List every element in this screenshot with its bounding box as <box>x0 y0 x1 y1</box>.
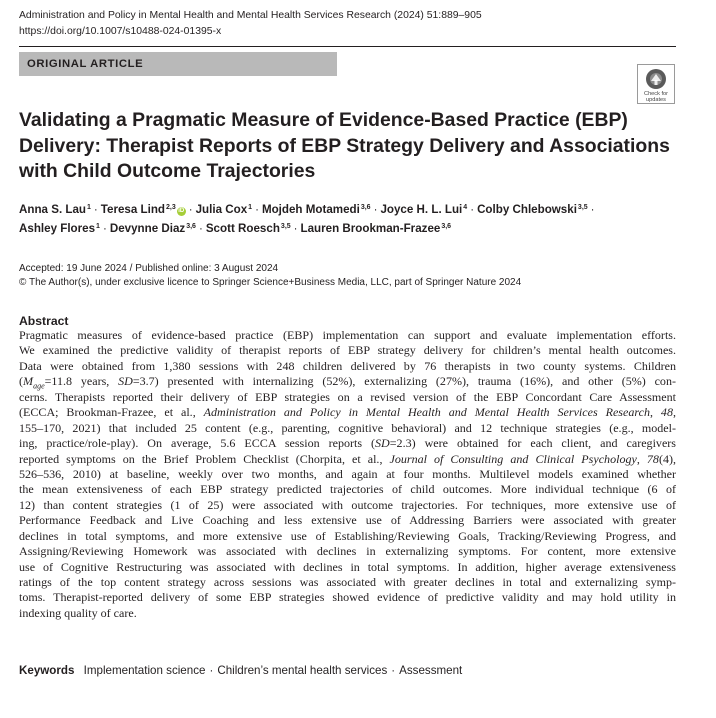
keywords <box>19 663 679 679</box>
copyright-notice: © The Author(s), under exclusive licence to Springer Science+Business Media, LLC, part of Springer Nature 2024 <box>19 276 522 288</box>
author[interactable]: Lauren Brookman-Frazee$^{3,6}$ <box>300 221 452 235</box>
abstract-line: use of Cognitive Restructuring was associated with declines in total symptoms. In addition, higher average extensiveness <box>19 559 676 574</box>
title-line: Delivery: Therapist Reports of EBP Strategy Delivery and Associations <box>19 134 670 157</box>
header-rule <box>19 46 676 47</box>
abstract-line: cerns. Therapists reported their delivery of EBP strategies on a revised version of the EBP Concordant Care Assessment <box>19 389 676 404</box>
author-line: Anna S. Lau$^1$ · Teresa Lind$^{2,3}$ iD · Julia Cox$^1$ · Mojdeh Motamedi$^{3,6}$ · Joyce H. L. Lui$^4$ · Colby Chlebowski$^{3,5}$ · <box>19 203 595 216</box>
abstract-line: indexing quality of care. <box>19 605 137 620</box>
abstract-line: Pragmatic measures of evidence-based practice (EBP) implementation can support and evaluate implementation efforts. <box>19 328 676 342</box>
author[interactable]: Anna S. Lau$^1$ <box>19 203 91 216</box>
check-for-updates-icon <box>645 68 667 90</box>
author[interactable]: Joyce H. L. Lui$^4$ <box>380 203 468 216</box>
author-line: Ashley Flores$^1$ · Devynne Diaz$^{3,6}$ · Scott Roesch$^{3,5}$ · Lauren Brookman-Frazee$^{3,6}$ <box>19 221 452 235</box>
abstract-line: We examined the predictive validity of therapist reports of EBP strategy delivery for children’s mental health outcomes. <box>19 343 676 358</box>
journal-citation: Administration and Policy in Mental Health and Mental Health Services Research (2024) 51:889–905 <box>19 10 482 21</box>
abstract-line: ratings of the top content strategy across sessions was associated with greater declines in total and externalizing symp- <box>19 575 676 589</box>
article-title <box>19 108 670 185</box>
publication-dates: Accepted: 19 June 2024 / Published online: 3 August 2024 <box>19 263 279 274</box>
abstract-line: declines in total symptoms, and more extensive use of Establishing/Reviewing Goals, Tracking/Reviewing Progress, and <box>19 528 676 543</box>
abstract-line: 155–170, 2021) that included 25 content (e.g., parenting, cognitive behavioral) and 12 technique strategies (e.g., model- <box>19 420 676 435</box>
abstract-line: ing, practice/role-play). On average, 5.6 ECCA session reports (SD=2.3) were obtained for each client, and caregivers <box>19 436 676 451</box>
author-list <box>19 201 679 238</box>
author[interactable]: Ashley Flores$^1$ <box>19 221 100 235</box>
abstract-heading: Abstract <box>19 314 69 328</box>
abstract-line: reported symptoms on the Brief Problem Checklist (Chorpita, et al., Journal of Consulting and Clinical Psychology, 78(4), <box>19 451 677 466</box>
keyword[interactable]: Assessment <box>399 664 463 677</box>
keyword[interactable]: Implementation science <box>83 664 206 677</box>
title-line: Validating a Pragmatic Measure of Evidence-Based Practice (EBP) <box>19 109 628 131</box>
keyword-separator: · <box>391 664 396 677</box>
title-line: with Child Outcome Trajectories <box>19 160 316 182</box>
abstract-line: ($M_{age}=11.8$ years, SD=3.7) presented with internalizing (52%), externalizing (27%), trauma (16%), and other (5%) con- <box>19 374 676 391</box>
check-for-updates-badge[interactable] <box>637 64 675 104</box>
check-for-updates-label: Check for updates <box>644 91 668 103</box>
author[interactable]: Colby Chlebowski$^{3,5}$ <box>477 203 588 216</box>
abstract-line: Performance Feedback and Live Coaching and less extensive use of Addressing Barriers were associated with greater <box>19 513 676 528</box>
abstract-line: 12) than content strategies (1 of 25) were associated with outcome trajectories. For techniques, more extensive use of <box>19 497 676 512</box>
keyword-separator: · <box>209 664 214 677</box>
abstract-line: the mean extensiveness of each EBP strategy predicted trajectories of child outcomes. More individual technique (6 of <box>19 482 676 497</box>
author[interactable]: Devynne Diaz$^{3,6}$ <box>109 221 196 235</box>
author[interactable]: Scott Roesch$^{3,5}$ <box>205 221 291 235</box>
orcid-icon[interactable]: iD <box>178 208 185 214</box>
abstract-line: toms. Therapist-reported delivery of some EBP strategies showed evidence of predictive validity and may hold utility in <box>19 590 676 605</box>
abstract-line: 526–536, 2010) at baseline, weekly over two months, and again at four months. Multilevel models examined whether <box>19 466 676 481</box>
keywords-label: Keywords <box>19 664 75 677</box>
author[interactable]: Teresa Lind$^{2,3}$ iD <box>100 203 185 216</box>
abstract-line: Assigning/Reviewing Homework was associated with declines in externalizing symptoms. For content, more extensive <box>19 544 676 559</box>
doi-link[interactable]: https://doi.org/10.1007/s10488-024-01395-x <box>19 26 222 37</box>
abstract-line: Data were obtained from 1,380 sessions with 248 children delivered by 76 therapists in two county systems. Children <box>19 358 676 373</box>
author[interactable]: Julia Cox$^1$ <box>195 203 253 216</box>
article-type-banner: ORIGINAL ARTICLE <box>19 52 337 76</box>
keyword[interactable]: Children’s mental health services <box>217 664 388 677</box>
author[interactable]: Mojdeh Motamedi$^{3,6}$ <box>261 203 371 216</box>
abstract-body <box>19 328 676 621</box>
publication-info <box>19 262 679 289</box>
abstract-line: (ECCA; Brookman-Frazee, et al., Administration and Policy in Mental Health and Mental Health Services Research, 48, <box>19 405 676 420</box>
